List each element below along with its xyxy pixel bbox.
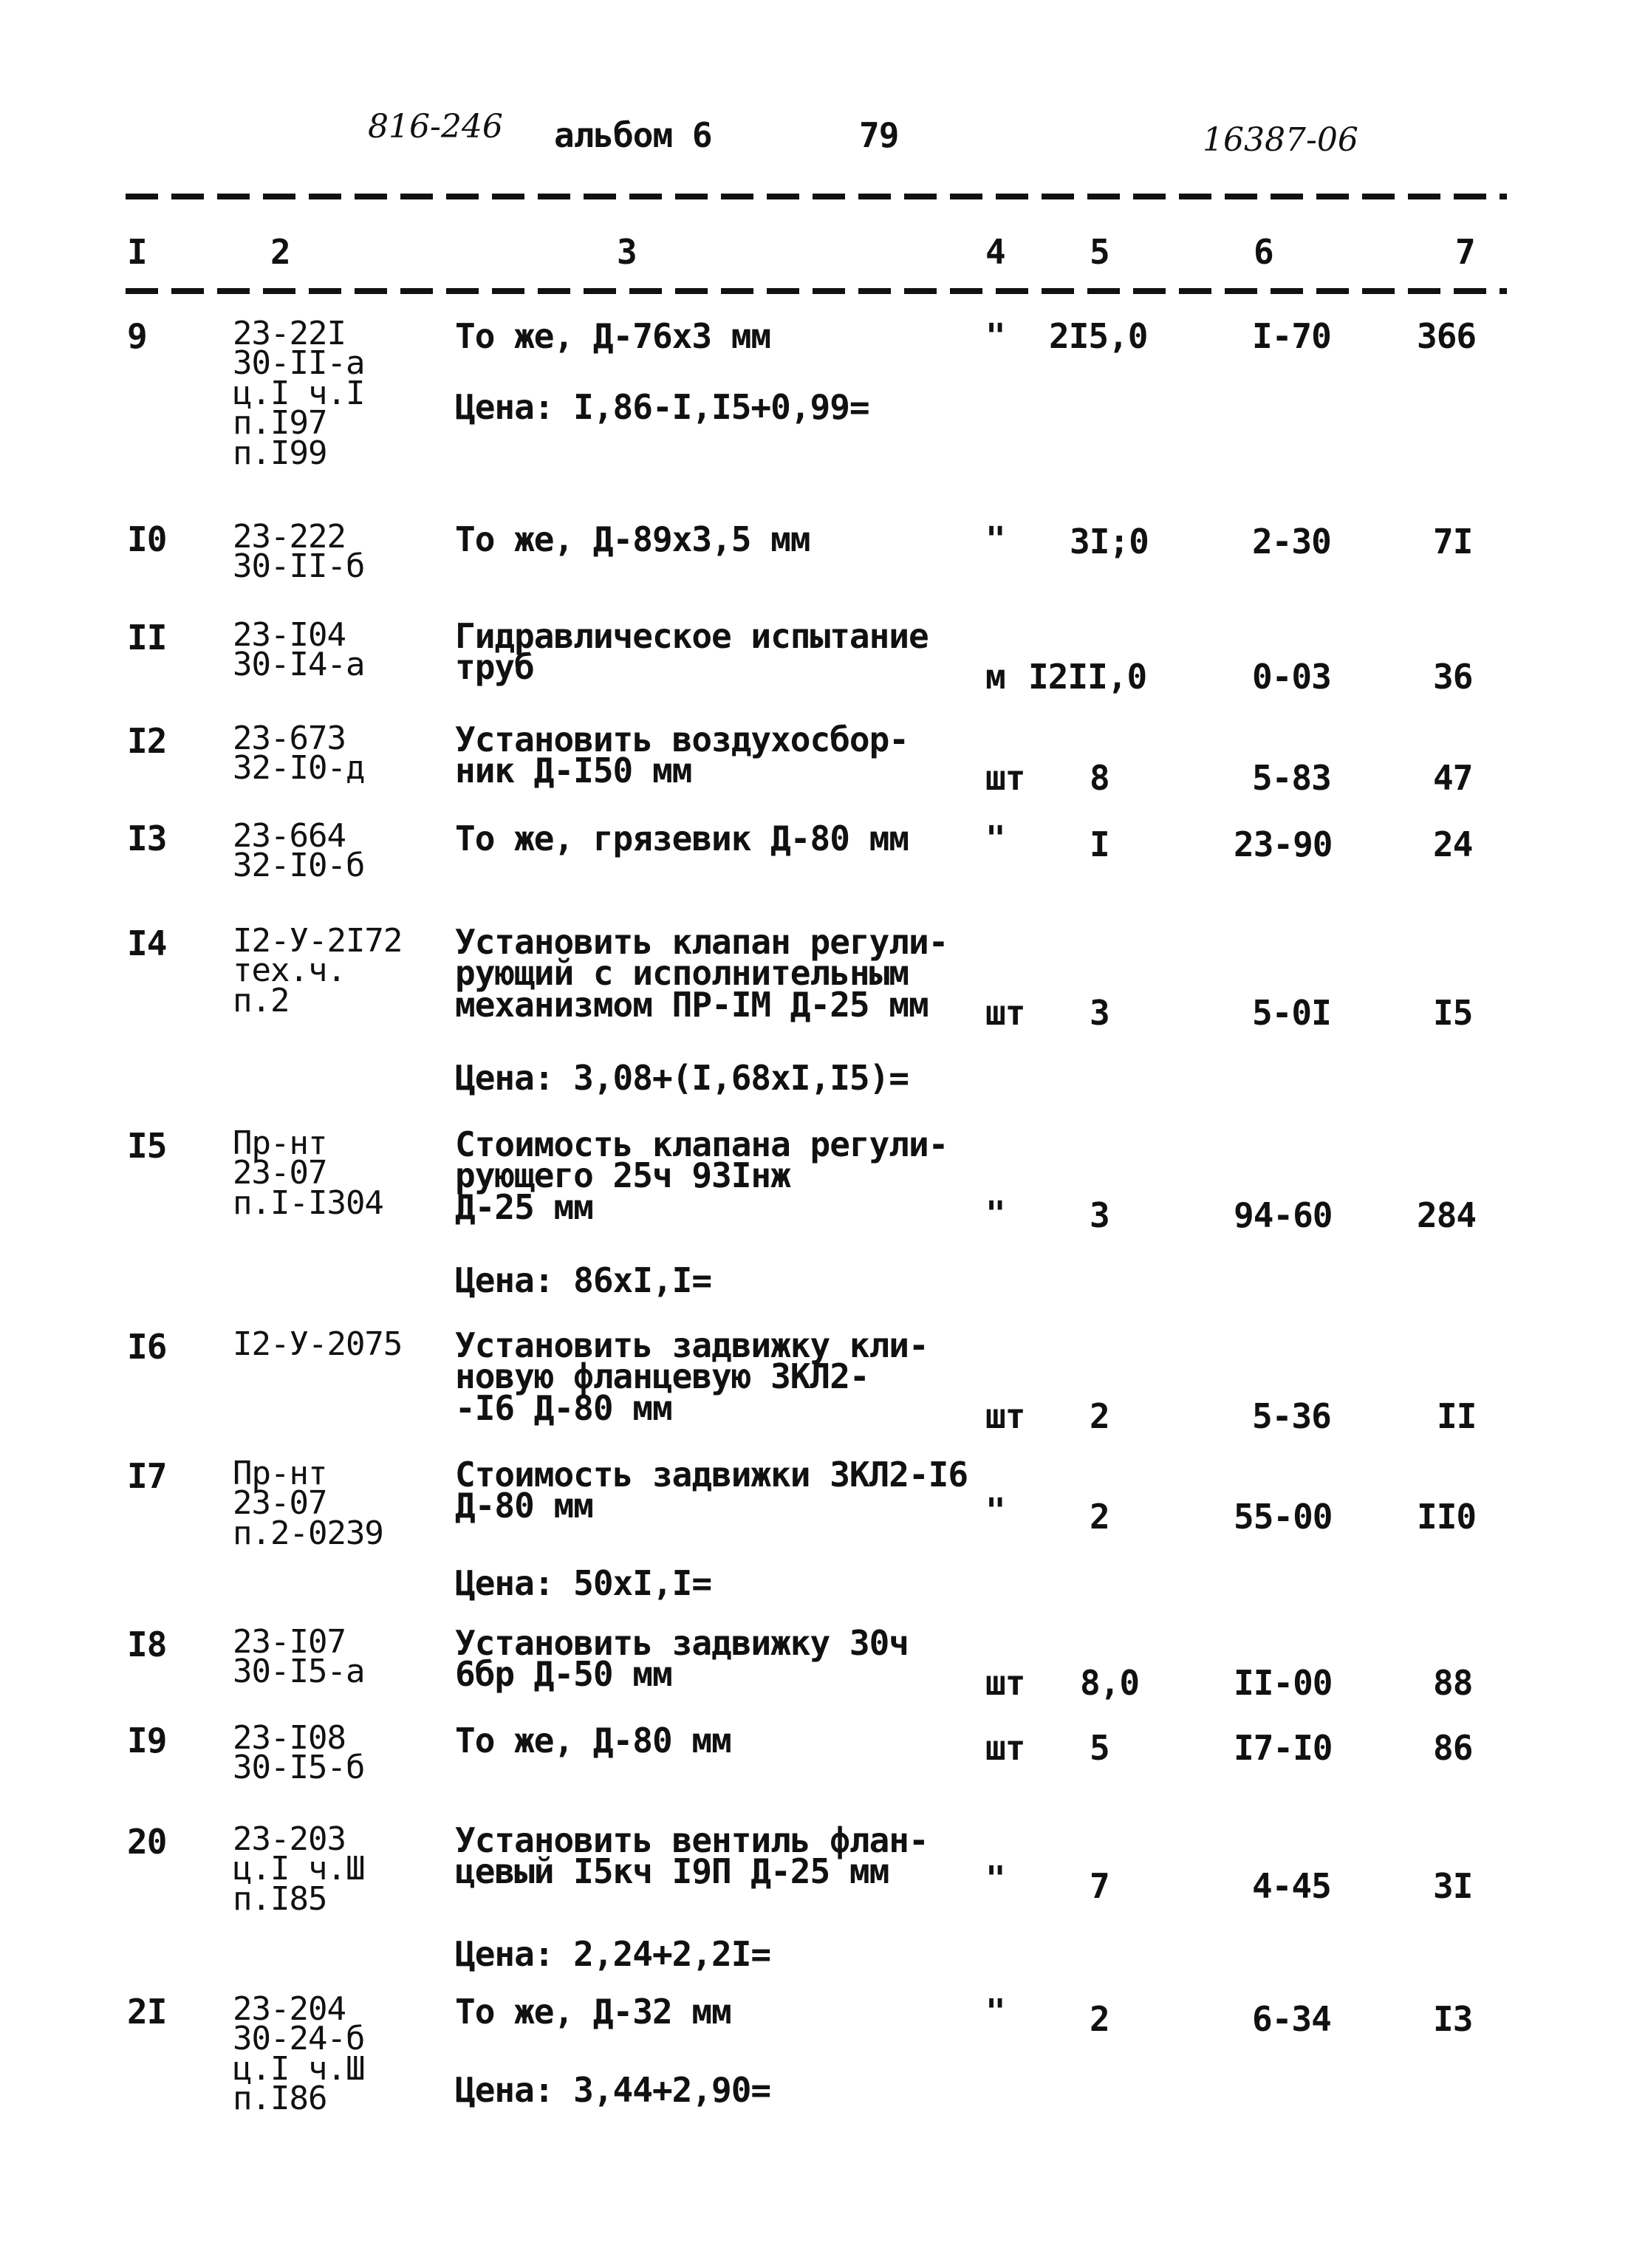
col-header-6: 6	[1254, 232, 1273, 272]
row-price-note: Цена: 50хI,I=	[455, 1563, 712, 1603]
row-description: Установить задвижку 30ч 6бр Д-50 мм	[455, 1623, 909, 1695]
row-total: 88	[1433, 1663, 1473, 1703]
row-unit: "	[985, 1859, 1005, 1899]
row-code: I2-У-2075	[233, 1325, 403, 1363]
row-code: 23-I08 30-I5-б	[233, 1719, 365, 1787]
row-number: I6	[127, 1327, 167, 1367]
row-unit: шт	[985, 1663, 1025, 1703]
row-price-note: Цена: 3,44+2,90=	[455, 2070, 771, 2110]
row-description: Установить воздухосбор- ник Д-I50 мм	[455, 720, 909, 791]
row-code: 23-203 ц.I ч.Ш п.I85	[233, 1820, 365, 1918]
row-description: То же, Д-80 мм	[455, 1721, 731, 1760]
row-quantity: 2	[1090, 1497, 1109, 1537]
row-code: 23-664 32-I0-б	[233, 817, 365, 885]
row-number: I8	[127, 1625, 167, 1664]
row-number: I0	[127, 519, 167, 559]
row-code: 23-I04 30-I4-а	[233, 616, 365, 684]
row-total: I5	[1433, 993, 1473, 1033]
row-price: 6-34	[1252, 1999, 1331, 2039]
row-description: Стоимость клапана регули- рующего 25ч 93Iнж Д-25 мм	[455, 1124, 948, 1227]
row-code: 23-204 30-24-б ц.I ч.Ш п.I86	[233, 1990, 365, 2118]
row-quantity: 7	[1090, 1866, 1109, 1906]
row-price: 5-83	[1252, 758, 1331, 798]
row-total: II	[1437, 1396, 1477, 1436]
row-total: 24	[1433, 824, 1473, 864]
row-unit: шт	[985, 1396, 1025, 1436]
row-unit: "	[985, 1491, 1005, 1531]
row-unit: шт	[985, 993, 1025, 1033]
row-unit: шт	[985, 758, 1025, 798]
row-total: 36	[1433, 657, 1473, 697]
row-price-note: Цена: 2,24+2,2I=	[455, 1934, 771, 1974]
row-total: I3	[1433, 1999, 1473, 2039]
row-price: II-00	[1234, 1663, 1333, 1703]
row-unit: "	[985, 819, 1005, 858]
row-quantity: 8	[1090, 758, 1109, 798]
row-unit: "	[985, 519, 1005, 559]
row-price: 0-03	[1252, 657, 1331, 697]
row-price-note: Цена: 3,08+(I,68хI,I5)=	[455, 1058, 909, 1098]
row-price: 94-60	[1234, 1195, 1333, 1235]
col-header-2: 2	[270, 232, 290, 272]
col-header-3: 3	[617, 232, 637, 272]
row-description: Установить клапан регули- рующий с исполнительным механизмом ПР-IМ Д-25 мм	[455, 922, 948, 1025]
row-price: 4-45	[1252, 1866, 1331, 1906]
row-price: 23-90	[1234, 824, 1333, 864]
row-quantity: 3I;0	[1070, 522, 1149, 561]
row-number: 2I	[127, 1992, 167, 2032]
row-description: Гидравлическое испытание труб	[455, 616, 929, 688]
row-total: 86	[1433, 1728, 1473, 1768]
row-number: I9	[127, 1721, 167, 1760]
top-rule	[126, 194, 1507, 199]
row-number: I3	[127, 819, 167, 858]
row-number: 9	[127, 316, 147, 356]
row-unit: м	[985, 657, 1005, 697]
row-code: Пр-нт 23-07 п.I-I304	[233, 1124, 383, 1222]
row-price: I7-I0	[1234, 1728, 1333, 1768]
row-total: 284	[1417, 1195, 1477, 1235]
row-quantity: 5	[1090, 1728, 1109, 1768]
row-total: 366	[1417, 316, 1477, 356]
row-total: 47	[1433, 758, 1473, 798]
row-price-note: Цена: 86хI,I=	[455, 1260, 712, 1300]
col-header-5: 5	[1090, 232, 1109, 272]
row-quantity: 2	[1090, 1999, 1109, 2039]
row-quantity: 8,0	[1080, 1663, 1140, 1703]
row-description: Установить вентиль флан- цевый I5кч I9П Д-25 мм	[455, 1820, 929, 1892]
album-label: альбом 6	[554, 115, 712, 155]
row-description: То же, грязевик Д-80 мм	[455, 819, 909, 858]
row-quantity: I	[1090, 824, 1109, 864]
row-code: 23-222 30-II-б	[233, 518, 365, 586]
col-header-7: 7	[1455, 232, 1475, 272]
row-code: 23-673 32-I0-д	[233, 720, 365, 788]
row-price: 55-00	[1234, 1497, 1333, 1537]
row-total: 7I	[1433, 522, 1473, 561]
row-price-note: Цена: I,86-I,I5+0,99=	[455, 387, 869, 427]
row-code: I2-У-2I72 тех.ч. п.2	[233, 922, 403, 1019]
row-description: Стоимость задвижки 3КЛ2-I6 Д-80 мм	[455, 1455, 968, 1526]
row-number: I5	[127, 1126, 167, 1166]
row-number: II	[127, 618, 167, 657]
row-unit: "	[985, 1194, 1005, 1234]
header-rule	[126, 288, 1507, 294]
row-total: 3I	[1433, 1866, 1473, 1906]
row-number: I4	[127, 923, 167, 963]
document-reference: 816-246	[368, 108, 503, 146]
col-header-1: I	[127, 232, 147, 272]
row-price: 5-0I	[1252, 993, 1331, 1033]
row-code: 23-22I 30-II-а ц.I ч.I п.I97 п.I99	[233, 315, 365, 472]
row-unit: "	[985, 1992, 1005, 2032]
row-quantity: 2I5,0	[1049, 316, 1148, 356]
row-description: То же, Д-89х3,5 мм	[455, 519, 810, 559]
row-quantity: 3	[1090, 1195, 1109, 1235]
row-quantity: 2	[1090, 1396, 1109, 1436]
page-number: 79	[859, 115, 899, 155]
row-code: Пр-нт 23-07 п.2-0239	[233, 1455, 383, 1552]
row-number: 20	[127, 1822, 167, 1862]
row-number: I7	[127, 1456, 167, 1496]
row-quantity: 3	[1090, 993, 1109, 1033]
row-total: II0	[1417, 1497, 1477, 1537]
row-unit: шт	[985, 1728, 1025, 1768]
row-description: То же, Д-76х3 мм	[455, 316, 771, 356]
col-header-4: 4	[985, 232, 1005, 272]
row-description: То же, Д-32 мм	[455, 1992, 731, 2032]
row-code: 23-I07 30-I5-а	[233, 1623, 365, 1691]
row-price: I-70	[1252, 316, 1331, 356]
row-unit: "	[985, 316, 1005, 356]
row-quantity: I2II,0	[1028, 657, 1147, 697]
row-price: 5-36	[1252, 1396, 1331, 1436]
document-number: 16387-06	[1203, 121, 1358, 159]
row-number: I2	[127, 721, 167, 761]
row-price: 2-30	[1252, 522, 1331, 561]
row-description: Установить задвижку кли- новую фланцевую 3КЛ2- -I6 Д-80 мм	[455, 1325, 929, 1428]
